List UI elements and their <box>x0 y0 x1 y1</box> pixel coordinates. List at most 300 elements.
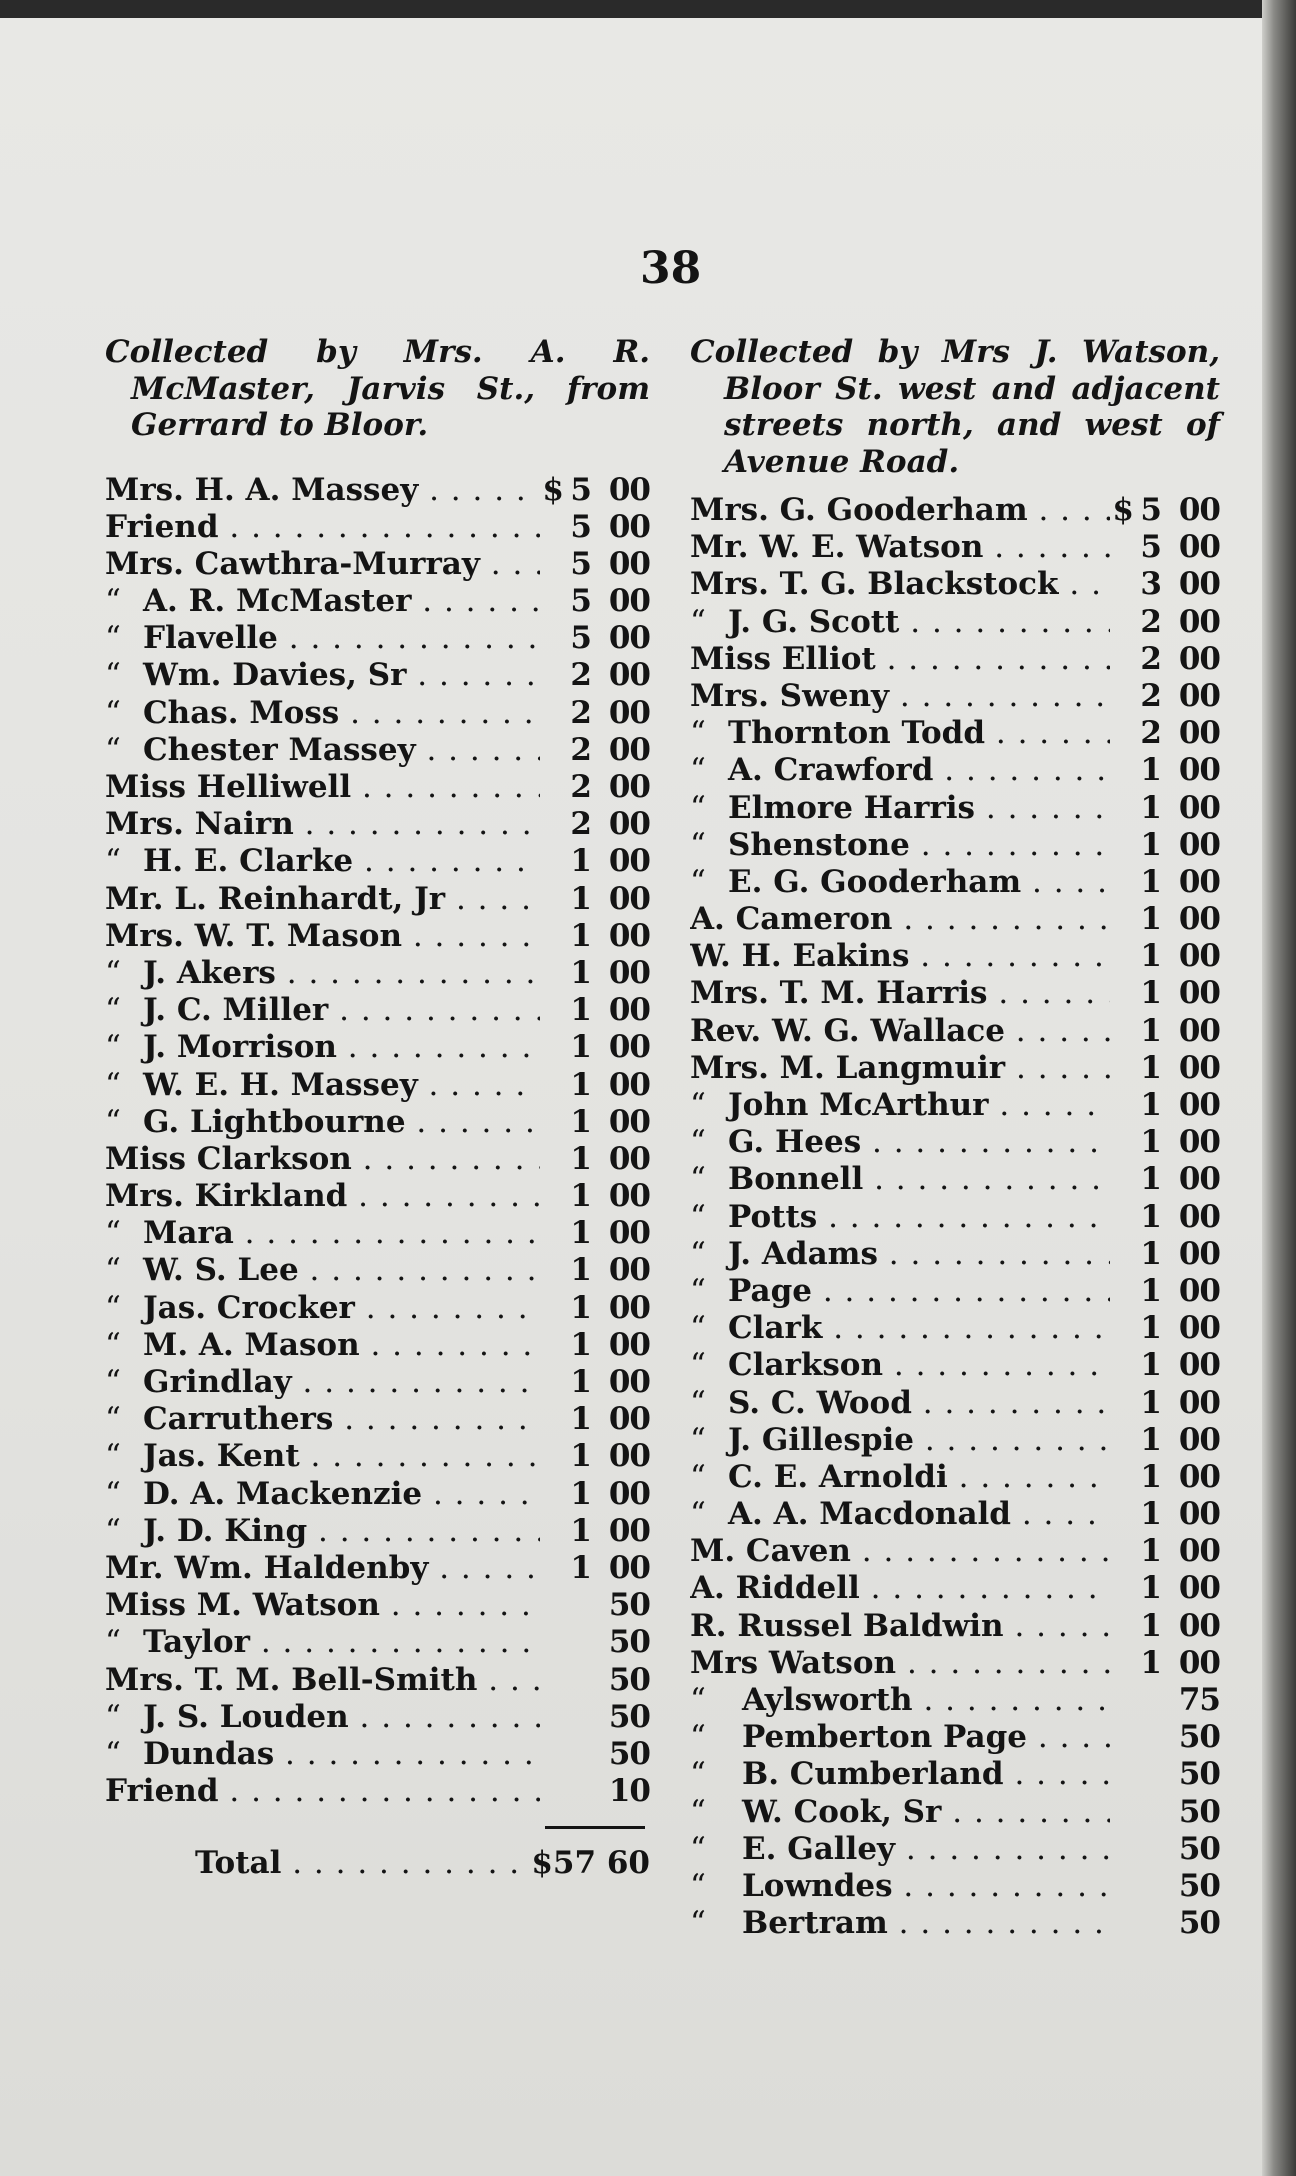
donor-name-text: E. G. Gooderham <box>728 863 1022 900</box>
donor-row <box>105 769 650 806</box>
donor-name-text: E. Galley <box>742 1830 896 1867</box>
amount-cents: 00 <box>608 1549 650 1586</box>
donor-name-text: J. Akers <box>143 954 276 991</box>
donor-name-text: Wm. Davies, Sr <box>143 657 407 694</box>
donor-name <box>690 790 1110 826</box>
ditto-mark: “ <box>690 1682 706 1718</box>
amount-dollars: 2 <box>1140 640 1162 677</box>
amount-cents: 00 <box>1178 529 1220 566</box>
amount-cents: 00 <box>1178 1644 1220 1681</box>
amount-cents: 50 <box>1178 1793 1220 1830</box>
amount-dollars: 1 <box>1140 1161 1162 1198</box>
amount-dollars: 1 <box>570 1512 592 1549</box>
amount-dollars: 1 <box>1140 1235 1162 1272</box>
donor-name-text: Pemberton Page <box>742 1719 1028 1756</box>
page-number: 38 <box>640 243 702 294</box>
donor-name-text: Flavelle <box>143 620 278 657</box>
amount-cents: 00 <box>1178 1124 1220 1161</box>
amount-cents: 00 <box>1178 1235 1220 1272</box>
donor-name <box>690 1050 1110 1086</box>
amount-cents: 00 <box>608 1512 650 1549</box>
ditto-mark: “ <box>105 1624 121 1661</box>
donor-row <box>105 1327 650 1364</box>
amount-dollars: 1 <box>570 917 592 954</box>
amount-cents: 00 <box>608 583 650 620</box>
donor-row <box>105 1773 650 1810</box>
amount-dollars: 5 <box>570 583 592 620</box>
amount-dollars: 1 <box>570 1066 592 1103</box>
donor-name-text: Miss Helliwell <box>105 769 352 805</box>
amount-dollars: 1 <box>1140 1347 1162 1384</box>
amount-cents: 00 <box>1178 566 1220 603</box>
donor-name-text: Friend <box>105 508 219 545</box>
donor-row <box>105 1141 650 1178</box>
donor-row <box>690 492 1220 529</box>
total-amount: $57 60 <box>531 1845 650 1882</box>
donor-name-text: Page <box>728 1272 812 1309</box>
amount-cents: 00 <box>1178 1570 1220 1607</box>
donor-name <box>105 732 540 768</box>
donor-name <box>690 752 1110 788</box>
donor-name-text: Mrs. Sweny <box>690 677 890 714</box>
amount-cents: 00 <box>608 694 650 731</box>
donor-name <box>105 1736 540 1772</box>
ditto-mark: “ <box>105 731 121 768</box>
amount-dollars: 5 <box>1140 529 1162 566</box>
amount-dollars: 1 <box>1140 1496 1162 1533</box>
donor-name-text: A. Crawford <box>728 752 934 789</box>
donor-name-text: Mrs Watson <box>690 1644 897 1681</box>
donor-row <box>105 1587 650 1624</box>
page-right-edge <box>1262 0 1296 2176</box>
donor-name-text: Grindlay <box>143 1364 292 1400</box>
donor-row <box>105 1513 650 1550</box>
donor-name <box>105 1401 540 1437</box>
donor-row <box>690 678 1220 715</box>
amount-cents: 00 <box>608 1438 650 1475</box>
amount-cents: 00 <box>608 1029 650 1066</box>
donor-row <box>690 1422 1220 1459</box>
amount-cents: 00 <box>1178 1012 1220 1049</box>
donor-row <box>105 1215 650 1252</box>
donor-row <box>105 620 650 657</box>
amount-dollars: 1 <box>570 1029 592 1066</box>
amount-dollars: 2 <box>570 806 592 843</box>
donor-name <box>105 1699 540 1735</box>
donor-name <box>690 1161 1110 1197</box>
ditto-mark: “ <box>690 1347 706 1384</box>
amount-cents: 00 <box>1178 1533 1220 1570</box>
donor-row <box>690 1905 1220 1942</box>
donor-name <box>690 1236 1110 1272</box>
amount-dollars: 2 <box>570 657 592 694</box>
amount-dollars: 1 <box>1140 938 1162 975</box>
amount-cents: 00 <box>1178 715 1220 752</box>
ditto-mark: “ <box>690 826 706 863</box>
donor-name-text: J. Gillespie <box>728 1421 914 1458</box>
donor-row <box>690 864 1220 901</box>
donor-name <box>690 1459 1110 1495</box>
amount-cents: 00 <box>608 1066 650 1103</box>
ditto-mark: “ <box>105 1512 121 1549</box>
total-label: Total . . . <box>105 1845 531 1881</box>
donor-name <box>105 806 540 842</box>
donor-name-text: J. Adams <box>728 1235 878 1272</box>
dollar-sign: $ <box>1112 492 1134 528</box>
donor-name-text: Clarkson <box>728 1347 884 1384</box>
donor-row <box>105 1290 650 1327</box>
amount-cents: 00 <box>608 1215 650 1252</box>
amount-dollars: 1 <box>1140 1272 1162 1309</box>
donor-row <box>690 901 1220 938</box>
amount-cents: 00 <box>608 508 650 545</box>
donor-name <box>105 620 540 656</box>
amount-cents: 00 <box>1178 863 1220 900</box>
ditto-mark: “ <box>690 789 706 826</box>
donor-row <box>105 955 650 992</box>
ditto-mark: “ <box>105 1698 121 1735</box>
donor-row <box>105 1550 650 1587</box>
donor-name-text: W. S. Lee <box>143 1252 299 1289</box>
donor-row <box>105 881 650 918</box>
amount-cents: 00 <box>608 992 650 1029</box>
donor-row <box>105 1401 650 1438</box>
donor-name <box>690 938 1110 974</box>
amount-cents: 00 <box>1178 975 1220 1012</box>
donor-name-text: Mrs. T. M. Harris <box>690 975 988 1012</box>
donor-name-text: G. Hees <box>728 1124 862 1161</box>
donor-name <box>105 583 540 619</box>
donor-name-text: A. Riddell <box>690 1570 860 1607</box>
donor-name <box>105 1513 540 1549</box>
amount-cents: 00 <box>1178 1049 1220 1086</box>
amount-cents: 00 <box>1178 1310 1220 1347</box>
donor-name <box>690 1905 1110 1941</box>
ditto-mark: “ <box>105 1326 121 1363</box>
donor-name-text: Chester Massey <box>143 731 416 768</box>
ditto-mark: “ <box>105 1401 121 1438</box>
donor-row <box>105 1624 650 1661</box>
amount-cents: 00 <box>1178 1607 1220 1644</box>
ditto-mark: “ <box>690 1830 706 1867</box>
donor-row <box>105 657 650 694</box>
amount-cents: 00 <box>1178 677 1220 714</box>
amount-dollars: 2 <box>1140 603 1162 640</box>
donor-name <box>690 529 1110 565</box>
donor-row <box>105 1662 650 1699</box>
donor-row <box>105 992 650 1029</box>
amount-cents: 50 <box>608 1661 650 1698</box>
amount-dollars: 5 <box>1140 492 1162 528</box>
donor-row <box>105 918 650 955</box>
amount-cents: 00 <box>608 1401 650 1438</box>
donor-row <box>105 1476 650 1513</box>
amount-cents: 00 <box>1178 492 1220 528</box>
amount-cents: 00 <box>608 843 650 880</box>
amount-cents: 00 <box>608 1364 650 1400</box>
donor-name <box>105 1662 540 1698</box>
total-rule <box>545 1826 645 1829</box>
donor-row <box>690 1608 1220 1645</box>
ditto-mark: “ <box>105 1215 121 1252</box>
donor-name <box>690 715 1110 751</box>
donor-name <box>690 678 1110 714</box>
donor-row <box>690 1794 1220 1831</box>
donor-name-text: A. Cameron <box>690 901 893 938</box>
donor-row <box>690 1645 1220 1682</box>
donor-name <box>105 1141 540 1177</box>
ditto-mark: “ <box>105 1103 121 1140</box>
donor-row <box>690 1719 1220 1756</box>
amount-cents: 00 <box>608 1289 650 1326</box>
amount-cents: 50 <box>1178 1756 1220 1793</box>
amount-dollars: 1 <box>1140 1049 1162 1086</box>
amount-dollars: 1 <box>570 1178 592 1215</box>
amount-dollars: 1 <box>570 1364 592 1400</box>
amount-cents: 00 <box>608 731 650 768</box>
donor-name-text: Dundas <box>143 1735 275 1772</box>
donor-name <box>105 472 540 508</box>
amount-cents: 00 <box>608 471 650 508</box>
donor-name <box>105 657 540 693</box>
amount-dollars: 1 <box>570 1140 592 1177</box>
donor-row <box>105 1438 650 1475</box>
ditto-mark: “ <box>690 1756 706 1793</box>
donor-name-text: Taylor <box>143 1624 250 1661</box>
amount-cents: 00 <box>1178 752 1220 789</box>
donor-row <box>690 1347 1220 1384</box>
donor-name-text: W. H. Eakins <box>690 938 910 975</box>
amount-dollars: 1 <box>1140 1087 1162 1123</box>
amount-cents: 50 <box>608 1735 650 1772</box>
donor-name-text: Mr. L. Reinhardt, Jr <box>105 880 446 917</box>
amount-dollars: 1 <box>1140 752 1162 789</box>
amount-dollars: 1 <box>1140 975 1162 1012</box>
donor-name-text: R. Russel Baldwin <box>690 1607 1004 1644</box>
ditto-mark: “ <box>105 1475 121 1512</box>
amount-cents: 00 <box>608 1140 650 1177</box>
donor-row <box>690 1868 1220 1905</box>
amount-dollars: 1 <box>570 954 592 991</box>
donor-row <box>105 1699 650 1736</box>
donor-name-text: J. C. Miller <box>143 992 329 1029</box>
donor-name <box>105 992 540 1028</box>
donor-name <box>690 1682 1110 1718</box>
total-row <box>105 1845 650 1882</box>
ditto-mark: “ <box>690 1235 706 1272</box>
amount-cents: 00 <box>608 880 650 917</box>
amount-cents: 00 <box>608 1326 650 1363</box>
amount-cents: 00 <box>608 1252 650 1289</box>
donor-row <box>690 1570 1220 1607</box>
ditto-mark: “ <box>105 694 121 731</box>
right-donor-list <box>690 492 1220 1942</box>
donor-row <box>690 1273 1220 1310</box>
ditto-mark: “ <box>690 1867 706 1904</box>
ditto-mark: “ <box>690 1310 706 1347</box>
donor-row <box>690 1682 1220 1719</box>
amount-cents: 00 <box>608 1178 650 1215</box>
amount-cents: 50 <box>1178 1719 1220 1756</box>
donor-name-text: Mrs. T. G. Blackstock <box>690 566 1059 603</box>
donor-name <box>105 1550 540 1586</box>
ditto-mark: “ <box>690 1793 706 1830</box>
amount-dollars: 5 <box>570 508 592 545</box>
donor-name <box>105 881 540 917</box>
donor-name <box>105 1624 540 1660</box>
amount-dollars: 2 <box>1140 715 1162 752</box>
ditto-mark: “ <box>105 1289 121 1326</box>
donor-name <box>105 769 540 805</box>
ditto-mark: “ <box>690 1496 706 1533</box>
amount-cents: 00 <box>608 769 650 805</box>
donor-row <box>105 1067 650 1104</box>
amount-dollars: 1 <box>1140 1310 1162 1347</box>
donor-row <box>105 1104 650 1141</box>
amount-dollars: 1 <box>570 1252 592 1289</box>
donor-row <box>105 732 650 769</box>
ditto-mark: “ <box>105 583 121 620</box>
amount-dollars: 5 <box>570 620 592 657</box>
donor-name-text: Jas. Crocker <box>143 1289 355 1326</box>
donor-row <box>105 546 650 583</box>
donor-name-text: Rev. W. G. Wallace <box>690 1012 1005 1049</box>
donor-name-text: D. A. Mackenzie <box>143 1475 423 1512</box>
donor-row <box>690 975 1220 1012</box>
amount-dollars: 1 <box>1140 1533 1162 1570</box>
ditto-mark: “ <box>690 1198 706 1235</box>
amount-dollars: 1 <box>570 1289 592 1326</box>
donor-name <box>105 1364 540 1400</box>
ditto-mark: “ <box>690 1161 706 1198</box>
amount-cents: 00 <box>608 545 650 582</box>
donor-name-text: Mrs. W. T. Mason <box>105 917 402 954</box>
donor-name <box>690 1868 1110 1904</box>
donor-row <box>105 1178 650 1215</box>
donor-name <box>690 1273 1110 1309</box>
donor-row <box>690 715 1220 752</box>
amount-cents: 00 <box>1178 826 1220 863</box>
donor-name <box>105 1290 540 1326</box>
ditto-mark: “ <box>105 657 121 694</box>
right-column <box>690 334 1220 1942</box>
amount-dollars: 5 <box>570 471 592 508</box>
donor-row <box>105 583 650 620</box>
donor-name <box>690 1496 1110 1532</box>
donor-row <box>105 843 650 880</box>
donor-name-text: C. E. Arnoldi <box>728 1458 948 1495</box>
amount-dollars: 1 <box>570 880 592 917</box>
donor-name-text: Clark <box>728 1310 823 1347</box>
amount-cents: 75 <box>1178 1682 1220 1718</box>
ditto-mark: “ <box>690 1458 706 1495</box>
donor-row <box>105 509 650 546</box>
amount-cents: 00 <box>1178 1458 1220 1495</box>
amount-cents: 00 <box>1178 938 1220 975</box>
donor-name <box>690 827 1110 863</box>
amount-cents: 00 <box>1178 1384 1220 1421</box>
ditto-mark: “ <box>105 954 121 991</box>
donor-name <box>690 864 1110 900</box>
donor-name-text: Thornton Todd <box>728 715 986 752</box>
amount-dollars: 1 <box>1140 1421 1162 1458</box>
donor-name <box>690 1422 1110 1458</box>
amount-dollars: 1 <box>1140 1570 1162 1607</box>
amount-cents: 50 <box>1178 1905 1220 1942</box>
donor-name <box>105 1327 540 1363</box>
amount-cents: 00 <box>608 806 650 843</box>
donor-name <box>105 918 540 954</box>
amount-cents: 50 <box>608 1698 650 1735</box>
donor-name <box>105 546 540 582</box>
donor-row <box>690 790 1220 827</box>
amount-dollars: 1 <box>570 1549 592 1586</box>
donor-row <box>105 1736 650 1773</box>
donor-name-text: Mara <box>143 1215 234 1252</box>
page-top-edge <box>0 0 1296 18</box>
ditto-mark: “ <box>690 1272 706 1309</box>
donor-name <box>690 1124 1110 1160</box>
donor-row <box>105 1252 650 1289</box>
donor-name-text: Aylsworth <box>742 1682 913 1718</box>
donor-row <box>105 1029 650 1066</box>
ditto-mark: “ <box>690 1384 706 1421</box>
amount-dollars: 1 <box>570 1401 592 1438</box>
donor-row <box>690 1199 1220 1236</box>
ditto-mark: “ <box>105 1029 121 1066</box>
amount-cents: 10 <box>608 1773 650 1810</box>
donor-name-text: M. Caven <box>690 1533 851 1570</box>
dollar-sign: $ <box>542 471 564 508</box>
left-column-heading: Collected by Mrs. A. R. McMaster, Jarvis St., from Gerrard to Bloor. <box>105 334 650 443</box>
donor-name <box>690 1385 1110 1421</box>
amount-dollars: 1 <box>570 1438 592 1475</box>
donor-name-text: W. Cook, Sr <box>742 1793 942 1830</box>
amount-cents: 00 <box>608 954 650 991</box>
donor-name <box>690 1831 1110 1867</box>
donor-name <box>105 1178 540 1214</box>
donor-name <box>105 1104 540 1140</box>
donor-name-text: J. D. King <box>143 1512 308 1549</box>
donor-name-text: H. E. Clarke <box>143 843 354 880</box>
donor-name-text: Mrs. T. M. Bell-Smith <box>105 1661 478 1698</box>
amount-cents: 00 <box>1178 1421 1220 1458</box>
donor-name <box>690 641 1110 677</box>
ditto-mark: “ <box>690 1124 706 1161</box>
donor-name-text: J. Morrison <box>143 1029 337 1066</box>
amount-dollars: 1 <box>1140 1124 1162 1161</box>
amount-dollars: 1 <box>1140 1607 1162 1644</box>
ditto-mark: “ <box>105 1364 121 1400</box>
amount-dollars: 2 <box>1140 677 1162 714</box>
amount-cents: 50 <box>608 1587 650 1624</box>
ditto-mark: “ <box>690 1087 706 1123</box>
amount-dollars: 2 <box>570 731 592 768</box>
donor-row <box>690 604 1220 641</box>
amount-cents: 00 <box>608 657 650 694</box>
donor-row <box>690 1533 1220 1570</box>
donor-name-text: Mr. Wm. Haldenby <box>105 1549 429 1586</box>
donor-name <box>105 1067 540 1103</box>
amount-dollars: 1 <box>1140 826 1162 863</box>
donor-name-text: Mrs. M. Langmuir <box>690 1049 1006 1086</box>
amount-dollars: 1 <box>1140 1198 1162 1235</box>
donor-name <box>105 1252 540 1288</box>
donor-name <box>690 975 1110 1011</box>
amount-cents: 00 <box>1178 1496 1220 1533</box>
amount-dollars: 1 <box>570 1103 592 1140</box>
amount-dollars: 1 <box>1140 1012 1162 1049</box>
